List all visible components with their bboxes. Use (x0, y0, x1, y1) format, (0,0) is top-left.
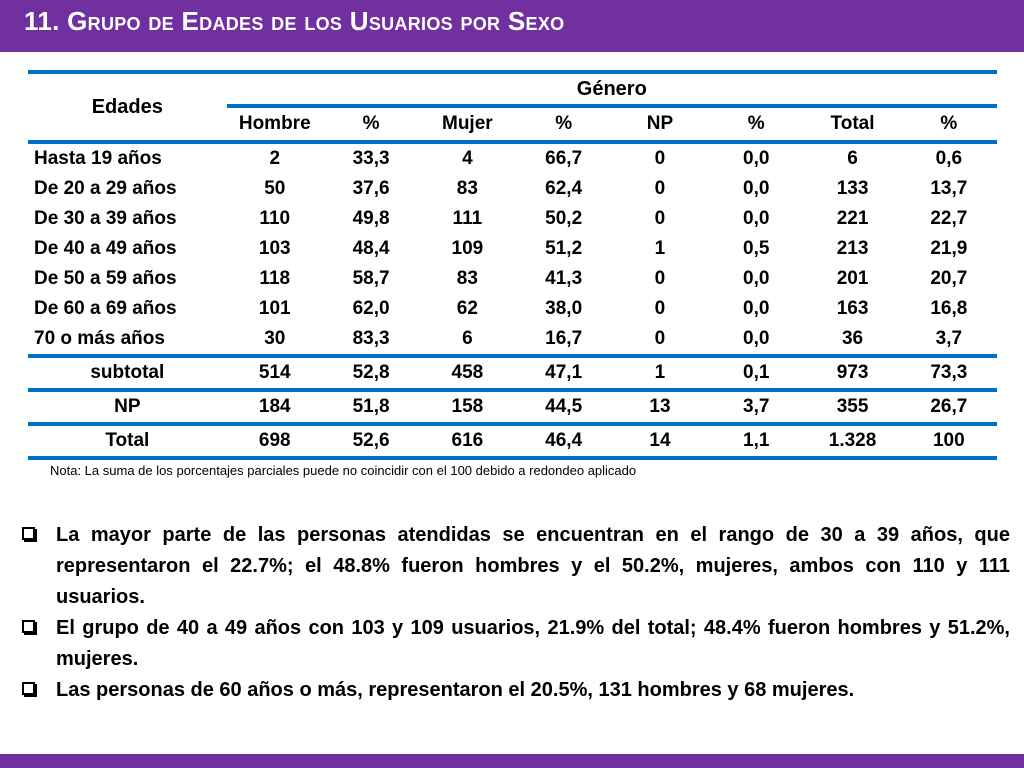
table-cell: 0,0 (743, 298, 770, 319)
table-cell: 62 (456, 298, 478, 319)
table-cell: 0 (654, 298, 666, 319)
table-cell: 0 (654, 328, 666, 349)
table-cell: 0,0 (743, 178, 770, 199)
total-row (28, 424, 997, 458)
table-cell: 0,0 (743, 208, 770, 229)
table-cell: 62,0 (352, 298, 390, 319)
bullet-text: La mayor parte de las personas atendidas se encuentran en el rango de 30 a 39 años, que representaron el 22.7%; el 48.8% fueron hombres y el 50.2%, mujeres, ambos con 110 y 111 usuarios. (56, 524, 1010, 608)
checkbox-bullet-icon (22, 682, 35, 695)
table-cell: 44,5 (545, 396, 583, 417)
bottom-bar (0, 754, 1024, 768)
table-cell: 698 (258, 430, 291, 451)
table-cell: 52,6 (352, 430, 390, 451)
table-cell: 111 (452, 208, 483, 229)
table-cell: 73,3 (930, 362, 968, 383)
column-header: % (940, 113, 958, 134)
table-cell: 13 (649, 396, 671, 417)
table-cell: 0,1 (743, 362, 770, 383)
header-edades: Edades (28, 72, 227, 142)
table-header-row-1 (28, 72, 997, 106)
table-row (28, 324, 997, 356)
table-cell: 109 (451, 238, 484, 259)
table-row (28, 264, 997, 294)
table-cell: 0 (654, 208, 666, 229)
bullet-item (20, 675, 1010, 706)
column-header: % (555, 113, 573, 134)
row-label: 70 o más años (34, 328, 165, 349)
table-cell: 38,0 (545, 298, 583, 319)
table-cell: 3,7 (743, 396, 770, 417)
table-row (28, 234, 997, 264)
table-cell: 0,6 (935, 148, 963, 169)
checkbox-bullet-icon (22, 620, 35, 633)
row-label: De 50 a 59 años (34, 268, 177, 289)
bullet-text: Las personas de 60 años o más, representaron el 20.5%, 131 hombres y 68 mujeres. (56, 679, 855, 701)
table-cell: 4 (462, 148, 473, 169)
table-cell: 83 (456, 178, 478, 199)
table-cell: 221 (836, 208, 869, 229)
column-header: Mujer (442, 113, 493, 134)
row-label: De 60 a 69 años (34, 298, 177, 319)
table-cell: 163 (836, 298, 869, 319)
table-cell: 36 (841, 328, 864, 349)
table-cell: 6 (462, 328, 473, 349)
table-cell: 973 (836, 362, 869, 383)
age-gender-table (28, 70, 997, 460)
table-cell: 0,0 (743, 268, 770, 289)
table-cell: 184 (258, 396, 291, 417)
table-cell: 52,8 (352, 362, 390, 383)
table-cell: 22,7 (930, 208, 968, 229)
table-cell: 58,7 (352, 268, 390, 289)
table-cell: 66,7 (545, 148, 583, 169)
table-cell: 26,7 (930, 396, 968, 417)
table-cell: 47,1 (545, 362, 583, 383)
row-label: subtotal (90, 362, 165, 383)
table-cell: 213 (836, 238, 869, 259)
table-cell: 33,3 (352, 148, 390, 169)
table-cell: 110 (259, 208, 291, 229)
bullet-text: El grupo de 40 a 49 años con 103 y 109 usuarios, 21.9% del total; 48.4% fueron hombres y 51.2%, mujeres. (56, 617, 1010, 670)
age-gender-table-container (28, 70, 997, 460)
column-header: Total (830, 113, 875, 134)
table-cell: 16,7 (545, 328, 583, 349)
table-cell: 101 (258, 298, 291, 319)
table-cell: 51,2 (545, 238, 583, 259)
table-cell: 6 (847, 148, 858, 169)
column-header: % (362, 113, 380, 134)
table-cell: 103 (258, 238, 291, 259)
table-cell: 83 (456, 268, 478, 289)
bullet-item (20, 520, 1010, 613)
table-cell: 0 (654, 178, 666, 199)
row-label: De 30 a 39 años (34, 208, 177, 229)
table-cell: 13,7 (930, 178, 968, 199)
slide-title: 11. Grupo de Edades de los Usuarios por Sexo (24, 6, 565, 36)
column-header: Hombre (238, 113, 311, 134)
table-cell: 21,9 (930, 238, 968, 259)
table-cell: 3,7 (935, 328, 963, 349)
table-cell: 41,3 (545, 268, 583, 289)
column-header: % (747, 113, 765, 134)
table-cell: 37,6 (352, 178, 390, 199)
table-row (28, 294, 997, 324)
table-cell: 0,5 (743, 238, 770, 259)
row-label: Hasta 19 años (34, 148, 162, 169)
table-cell: 16,8 (930, 298, 968, 319)
checkbox-bullet-icon (22, 527, 35, 540)
table-cell: 100 (932, 430, 965, 451)
table-cell: 0,0 (743, 148, 770, 169)
table-cell: 46,4 (545, 430, 583, 451)
table-cell: 1.328 (828, 430, 877, 451)
table-cell: 62,4 (545, 178, 583, 199)
table-cell: 83,3 (352, 328, 390, 349)
header-genero: Género (227, 72, 997, 106)
row-label: Total (105, 430, 150, 451)
table-cell: 48,4 (352, 238, 390, 259)
table-cell: 30 (264, 328, 286, 349)
table-cell: 616 (451, 430, 484, 451)
row-label: De 20 a 29 años (34, 178, 177, 199)
table-row (28, 142, 997, 174)
table-cell: 50,2 (545, 208, 583, 229)
title-bar (0, 0, 1024, 52)
table-cell: 2 (269, 148, 281, 169)
table-row (28, 174, 997, 204)
subtotal-row (28, 356, 997, 390)
row-label: NP (114, 396, 141, 417)
table-cell: 355 (836, 396, 869, 417)
table-cell: 1 (654, 238, 666, 259)
bullet-item (20, 613, 1010, 675)
table-cell: 158 (451, 396, 484, 417)
np-row (28, 390, 997, 424)
table-cell: 49,8 (352, 208, 390, 229)
table-note: Nota: La suma de los porcentajes parciales puede no coincidir con el 100 debido a redondeo aplicado (50, 463, 637, 478)
table-cell: 0 (654, 268, 666, 289)
table-cell: 51,8 (352, 396, 390, 417)
bullet-list (20, 520, 1010, 706)
row-label: De 40 a 49 años (34, 238, 177, 259)
table-cell: 1 (654, 362, 666, 383)
table-cell: 1,1 (743, 430, 770, 451)
table-cell: 201 (836, 268, 869, 289)
table-cell: 118 (259, 268, 291, 289)
column-header: NP (646, 113, 674, 134)
table-cell: 14 (649, 430, 671, 451)
table-cell: 20,7 (930, 268, 968, 289)
table-cell: 0,0 (743, 328, 770, 349)
table-cell: 514 (258, 362, 291, 383)
table-row (28, 204, 997, 234)
table-cell: 133 (836, 178, 869, 199)
table-cell: 0 (654, 148, 666, 169)
table-cell: 50 (264, 178, 286, 199)
table-cell: 458 (451, 362, 484, 383)
